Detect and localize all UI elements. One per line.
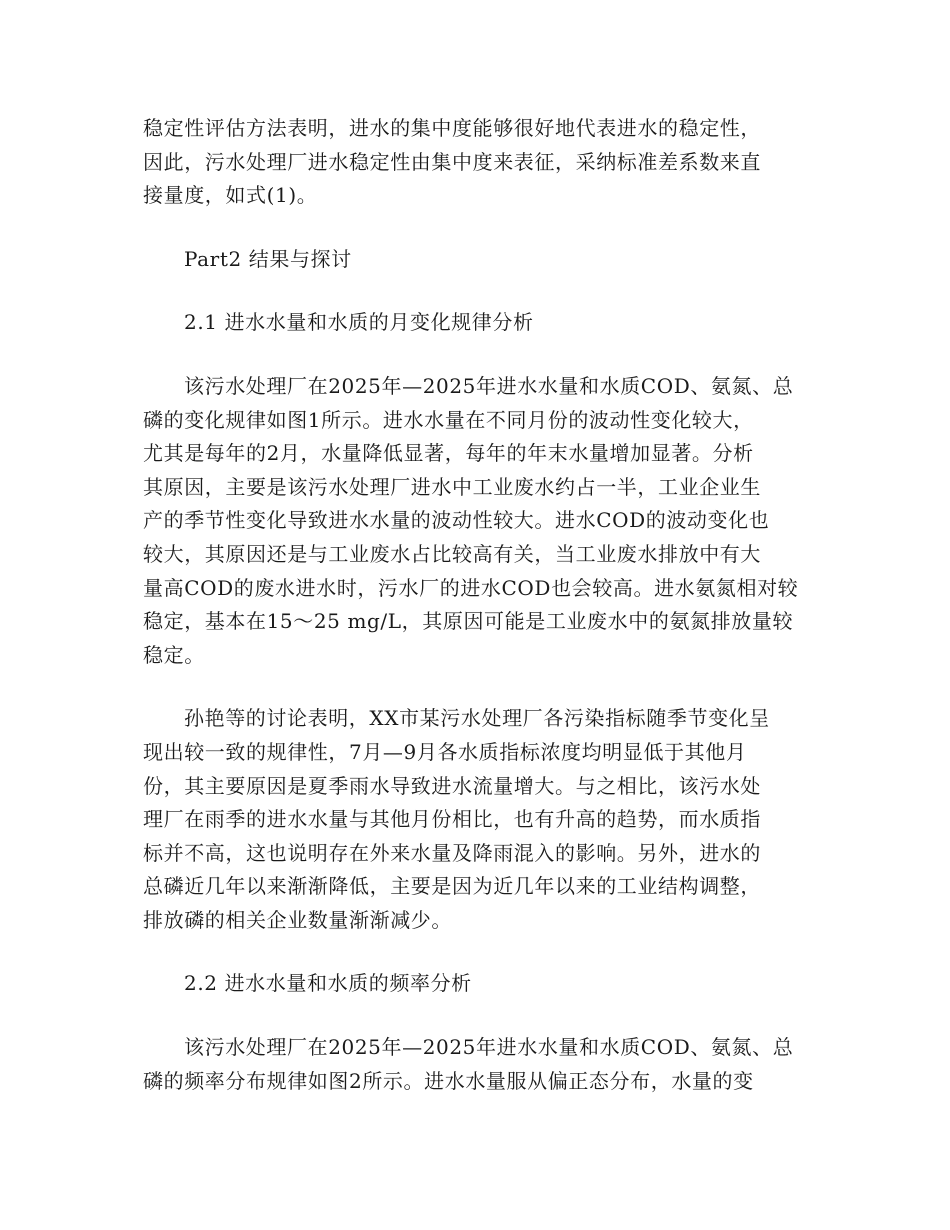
section-heading-2-2: 2.2 进水水量和水质的频率分析 bbox=[184, 971, 472, 996]
text-line: 产的季节性变化导致进水水量的波动性较大。进水COD的波动变化也 bbox=[143, 508, 770, 533]
text-line: 因此，污水处理厂进水稳定性由集中度来表征，采纳标准差系数来直 bbox=[143, 149, 761, 174]
paragraph-monthly-variation bbox=[143, 370, 813, 672]
text-line: 稳定，基本在15～25 mg/L，其原因可能是工业废水中的氨氮排放量较 bbox=[143, 609, 794, 634]
text-line: 较大，其原因还是与工业废水占比较高有关，当工业废水排放中有大 bbox=[143, 541, 761, 566]
text-line: 其原因，主要是该污水处理厂进水中工业废水约占一半，工业企业生 bbox=[143, 474, 761, 499]
text-line: 份，其主要原因是夏季雨水导致进水流量增大。与之相比，该污水处 bbox=[143, 773, 761, 798]
paragraph-related-study bbox=[143, 702, 813, 937]
text-line: 尤其是每年的2月，水量降低显著，每年的年末水量增加显著。分析 bbox=[143, 441, 754, 466]
paragraph-frequency-analysis bbox=[143, 1031, 813, 1098]
text-line: 磷的变化规律如图1所示。进水水量在不同月份的波动性变化较大， bbox=[143, 407, 754, 432]
paragraph-stability-method bbox=[143, 112, 813, 213]
text-line: 量高COD的废水进水时，污水厂的进水COD也会较高。进水氨氮相对较 bbox=[143, 575, 799, 600]
section-heading-2-1: 2.1 进水水量和水质的月变化规律分析 bbox=[184, 310, 534, 335]
text-line: 接量度，如式(1)。 bbox=[143, 183, 318, 208]
text-line: 稳定。 bbox=[143, 642, 205, 667]
text-line: 总磷近几年以来渐渐降低，主要是因为近几年以来的工业结构调整， bbox=[143, 874, 761, 899]
text-line: 孙艳等的讨论表明，XX市某污水处理厂各污染指标随季节变化呈 bbox=[184, 706, 770, 731]
text-line: 现出较一致的规律性，7月—9月各水质指标浓度均明显低于其他月 bbox=[143, 739, 747, 764]
section-heading-part2: Part2 结果与探讨 bbox=[184, 246, 352, 271]
text-line: 该污水处理厂在2025年—2025年进水水量和水质COD、氨氮、总 bbox=[184, 1035, 794, 1060]
text-line: 稳定性评估方法表明，进水的集中度能够很好地代表进水的稳定性， bbox=[143, 116, 761, 140]
text-line: 排放磷的相关企业数量渐渐减少。 bbox=[143, 907, 452, 932]
document-body bbox=[143, 112, 813, 1098]
text-line: 标并不高，这也说明存在外来水量及降雨混入的影响。另外，进水的 bbox=[143, 840, 761, 865]
text-line: 磷的频率分布规律如图2所示。进水水量服从偏正态分布，水量的变 bbox=[143, 1068, 754, 1093]
text-line: 该污水处理厂在2025年—2025年进水水量和水质COD、氨氮、总 bbox=[184, 373, 794, 398]
text-line: 理厂在雨季的进水水量与其他月份相比，也有升高的趋势，而水质指 bbox=[143, 807, 761, 832]
